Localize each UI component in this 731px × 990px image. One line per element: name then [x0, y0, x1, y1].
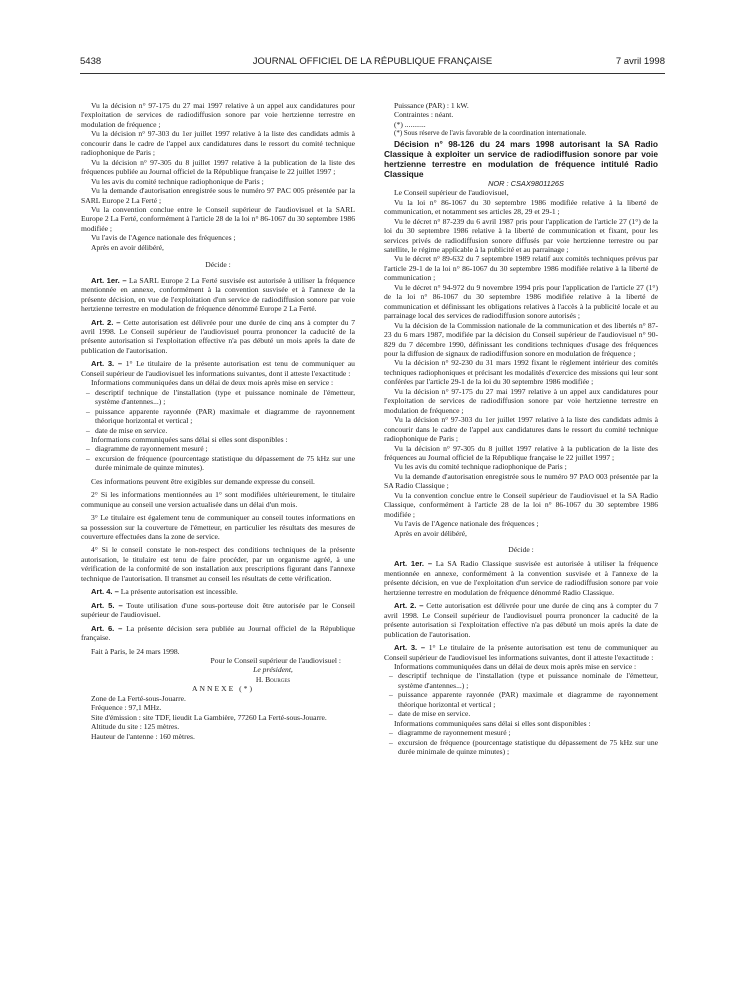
article-text: 1° Le titulaire de la présente autorisation est tenu de communiquer au Conseil supérieur de l'audiovisuel les informations suivantes, dont il atteste l'exactitude :: [384, 643, 658, 662]
signature-role: Le président,: [253, 665, 293, 675]
article-label: Art. 3. –: [91, 359, 123, 369]
signature-name: H. Bourges: [255, 674, 291, 684]
art3-delay-intro: Informations communiquées dans un délai de deux mois après mise en service :: [394, 662, 637, 672]
art3-paragraph: 2° Si les informations mentionnées au 1° sont modifiées ultérieurement, le titulaire communique au conseil une version actualisée dans un délai d'un mois.: [81, 490, 355, 509]
visa: Vu la décision n° 92-230 du 31 mars 1992 fixant le règlement intérieur des comités techniques radiophoniques et précisant les modalités d'exercice des missions qui leur sont conférées par l'article 29-1 de la loi du 30 septembre 1986 modifiée ;: [384, 358, 658, 387]
article-1: [81, 276, 355, 314]
annexe-line: Zone de La Ferté-sous-Jouarre.: [91, 693, 186, 703]
article-5: [81, 601, 355, 620]
list-item: – descriptif technique de l'installation (type et puissance nominale de l'émetteur, système d'antennes...) ;: [81, 388, 355, 407]
list-item: – excursion de fréquence (pourcentage statistique du dépassement de 75 kHz sur une durée minimale de quinze minutes) ;: [384, 738, 658, 757]
visa: Vu l'avis de l'Agence nationale des fréquences ;: [394, 519, 539, 529]
visa: Vu la décision n° 97-305 du 8 juillet 1997 relative à la publication de la liste des fréquences au Journal officiel de la République française le 22 juillet 1997 ;: [384, 443, 658, 462]
page-header: [80, 56, 665, 70]
article-text: La présente décision sera publiée au Journal officiel de la République française.: [81, 623, 355, 643]
list-item: – excursion de fréquence (pourcentage statistique du dépassement de 75 kHz sur une durée minimale de quinze minutes).: [81, 454, 355, 473]
article-label: Art. 5. –: [91, 600, 123, 610]
list-item: – puissance apparente rayonnée (PAR) maximale et diagramme de rayonnement théorique horizontal et vertical ;: [81, 407, 355, 426]
footnote-rule: (*) ...........: [394, 119, 426, 129]
article-text: La SARL Europe 2 La Ferté susvisée est autorisée à utiliser la fréquence mentionnée en annexe, conformément à la convention susvisée et à l'annexe de la présente décision, en vue de l'exploitation d'un service de radiodiffusion sonore par voie hertzienne terrestre en modulation de fréquence dénommé Europe 2 La Ferté.: [81, 275, 355, 314]
article-1: [384, 559, 658, 597]
article-text: Cette autorisation est délivrée pour une durée de cinq ans à compter du 7 avril 1998. Le Conseil supérieur de l'audiovisuel pourra prononcer la caducité de la présente autorisation si l'exploitation effective n'a pas débuté un mois après la date de publication de l'autorisation.: [81, 317, 355, 355]
right-visas: [384, 198, 658, 538]
annexe-title: ANNEXE (*): [192, 684, 254, 694]
signature-for: Pour le Conseil supérieur de l'audiovisuel :: [210, 656, 341, 666]
visa: Vu les avis du comité technique radiophonique de Paris ;: [394, 462, 567, 472]
list-item: – date de mise en service.: [81, 426, 355, 435]
annexe-line: Altitude du site : 125 mètres.: [91, 722, 180, 732]
article-3: [81, 359, 355, 378]
art3-paragraph: Ces informations peuvent être exigibles sur demande expresse du conseil.: [91, 476, 315, 486]
art3-paragraph: 3° Le titulaire est également tenu de communiquer au conseil toutes informations en sa possession sur la couverture de l'émetteur, en particulier les résultats des mesures de couverture effectuées dans la zone de service.: [81, 513, 355, 542]
visa: Vu l'avis de l'Agence nationale des fréquences ;: [91, 233, 236, 243]
art3-nodelay-intro: Informations communiquées sans délai si elles sont disponibles :: [91, 434, 288, 444]
article-2: [384, 601, 658, 639]
list-item: – descriptif technique de l'installation (type et puissance nominale de l'émetteur, système d'antennes...) ;: [384, 671, 658, 690]
visa: Après en avoir délibéré,: [91, 242, 164, 252]
list-item: – diagramme de rayonnement mesuré ;: [384, 728, 658, 737]
article-text: La présente autorisation est incessible.: [120, 587, 238, 597]
article-4: [81, 587, 355, 596]
visa: Vu la demande d'autorisation enregistrée sous le numéro 97 PAC 005 présentée par la SARL Europe 2 La Ferté ;: [81, 186, 355, 205]
visa: Vu la décision de la Commission nationale de la communication et des libertés n° 87-23 du 6 mars 1987, modifiée par la décision du Conseil supérieur de l'audiovisuel n° 90-829 du 7 décembre 1990, définissant les conditions techniques d'usage des fréquences pour la diffusion de signaux de radiodiffusion sonore en modulation de fréquence ;: [384, 320, 658, 358]
annexe-line: Hauteur de l'antenne : 160 mètres.: [91, 731, 195, 741]
list-item: – date de mise en service.: [384, 709, 658, 718]
issue-date: 7 avril 1998: [615, 56, 665, 67]
article-label: Art. 2. –: [394, 601, 424, 611]
art3-nodelay-intro: Informations communiquées sans délai si elles sont disponibles :: [394, 718, 591, 728]
article-label: Art. 2. –: [91, 317, 121, 327]
article-2: [81, 318, 355, 356]
visa: Vu la convention conclue entre le Conseil supérieur de l'audiovisuel et la SARL Europe 2 La Ferté, conformément à l'article 28 de la loi n° 86-1067 du 30 septembre 1986 modifiée ;: [81, 204, 355, 233]
visa: Vu la décision n° 97-305 du 8 juillet 1997 relative à la publication de la liste des fréquences publiée au Journal officiel de la République française le 22 juillet 1997 ;: [81, 157, 355, 177]
decision-title: Décision n° 98-126 du 24 mars 1998 autorisant la SA Radio Classique à exploiter un service de radiodiffusion sonore par voie hertzienne terrestre en modulation de fréquence intitulé Radio Classique: [384, 138, 658, 179]
article-6: [81, 624, 355, 643]
visa: Vu la décision n° 97-303 du 1er juillet 1997 relative à la liste des candidats admis à concourir dans le cadre de l'appel aux candidatures dans le ressort du comité technique radiophonique de Paris ;: [384, 415, 658, 444]
header-rule: [80, 73, 665, 74]
nor-reference: NOR : CSAX9801126S: [488, 178, 564, 188]
list-item: – diagramme de rayonnement mesuré ;: [81, 444, 355, 453]
article-label: Art. 1er. –: [394, 559, 433, 569]
art3-delay-intro: Informations communiquées dans un délai de deux mois après mise en service :: [91, 378, 334, 388]
page-number: 5438: [80, 56, 102, 67]
footnote: (*) Sous réserve de l'avis favorable de la coordination internationale.: [394, 129, 587, 138]
art3-paragraph: 4° Si le conseil constate le non-respect des conditions techniques de la présente autorisation, le titulaire est tenu de faire procéder, par un organisme agréé, à une vérification de la conformité de son installation aux prescriptions figurant dans l'annexe technique de l'autorisation. Il transmet au conseil les résultats de cette vérification.: [81, 545, 355, 583]
article-text: Cette autorisation est délivrée pour une durée de cinq ans à compter du 7 avril 1998. Le Conseil supérieur de l'audiovisuel pourra prononcer la caducité de la présente autorisation si l'exploitation effective n'a pas débuté un mois après la date de publication de l'autorisation.: [384, 601, 658, 639]
article-label: Art. 1er. –: [91, 275, 127, 285]
visa: Vu la loi n° 86-1067 du 30 septembre 1986 modifiée relative à la liberté de communication, et notamment ses articles 28, 29 et 29-1 ;: [384, 197, 658, 217]
list-item: – puissance apparente rayonnée (PAR) maximale et diagramme de rayonnement théorique horizontal et vertical ;: [384, 690, 658, 709]
visa: Vu le décret n° 87-239 du 6 avril 1987 pris pour l'application de l'article 27 (1°) de la loi du 30 septembre 1986 relative à la liberté de communication et fixant, pour les services privés de radiodiffusion sonore diffusés par voie hertzienne terrestre ou par satellite, le régime applicable à la publicité et au parrainage ;: [384, 216, 658, 254]
annexe-line: Fréquence : 97,1 MHz.: [91, 703, 162, 713]
annexe-line: Puissance (PAR) : 1 kW.: [394, 101, 469, 110]
visa: Vu la décision n° 97-303 du 1er juillet 1997 relative à la liste des candidats admis à concourir dans le cadre de l'appel aux candidatures dans le ressort du comité technique radiophonique de Paris ;: [81, 129, 355, 158]
journal-title: JOURNAL OFFICIEL DE LA RÉPUBLIQUE FRANÇAISE: [252, 56, 493, 67]
left-visas: [81, 101, 355, 252]
right-column: [384, 101, 658, 757]
opening-line: Le Conseil supérieur de l'audiovisuel,: [394, 188, 509, 198]
visa: Après en avoir délibéré,: [394, 528, 467, 538]
left-column: [81, 101, 355, 741]
visa: Vu la convention conclue entre le Conseil supérieur de l'audiovisuel et la SA Radio Classique, conformément à l'article 28 de la loi n° 86-1067 du 30 septembre 1986 modifiée ;: [384, 490, 658, 519]
article-text: La SA Radio Classique susvisée est autorisée à utiliser la fréquence mentionnée en annexe, conformément à la convention susvisée et à l'annexe de la présente décision, en vue de l'exploitation d'un service de radiodiffusion sonore par voie hertzienne terrestre en modulation de fréquence dénommé Radio Classique.: [384, 559, 658, 597]
article-text: 1° Le titulaire de la présente autorisation est tenu de communiquer au Conseil supérieur de l'audiovisuel les informations suivantes, dont il atteste l'exactitude :: [81, 359, 355, 378]
decide-heading: Décide :: [508, 545, 534, 555]
visa: Vu le décret n° 89-632 du 7 septembre 1989 relatif aux comités techniques prévus par l'article 29-1 de la loi n° 86-1067 du 30 septembre 1986 modifiée relative à la liberté de communication ;: [384, 254, 658, 283]
article-label: Art. 3. –: [394, 643, 426, 653]
place-date: Fait à Paris, le 24 mars 1998.: [91, 646, 180, 656]
article-label: Art. 4. –: [91, 587, 119, 597]
annexe-line: Contraintes : néant.: [394, 110, 454, 120]
visa: Vu les avis du comité technique radiophonique de Paris ;: [91, 176, 264, 186]
visa: Vu la décision n° 97-175 du 27 mai 1997 relative à un appel aux candidatures pour l'exploitation de services de radiodiffusion sonore par voie hertzienne terrestre en modulation de fréquence ;: [81, 101, 355, 129]
article-label: Art. 6. –: [91, 623, 123, 633]
visa: Vu la demande d'autorisation enregistrée sous le numéro 97 PAO 003 présentée par la SA Radio Classique ;: [384, 471, 658, 491]
annexe-line: Site d'émission : site TDF, lieudit La Gambière, 77260 La Ferté-sous-Jouarre.: [91, 712, 327, 722]
visa: Vu le décret n° 94-972 du 9 novembre 1994 pris pour l'application de l'article 27 (1°) de la loi n° 86-1067 du 30 septembre 1986 modifiée relative à la liberté de communication et définissant les obligations relatives à l'accès à la publicité locale et au parrainage local des services de radiodiffusion sonore autorisés ;: [384, 282, 658, 321]
visa: Vu la décision n° 97-175 du 27 mai 1997 relative à un appel aux candidatures pour l'exploitation de services de radiodiffusion sonore par voie hertzienne terrestre en modulation de fréquence ;: [384, 386, 658, 415]
decide-heading: Décide :: [205, 260, 231, 270]
article-text: Toute utilisation d'une sous-porteuse doit être autorisée par le Conseil supérieur de l'audiovisuel.: [81, 600, 356, 620]
article-3: [384, 643, 658, 662]
